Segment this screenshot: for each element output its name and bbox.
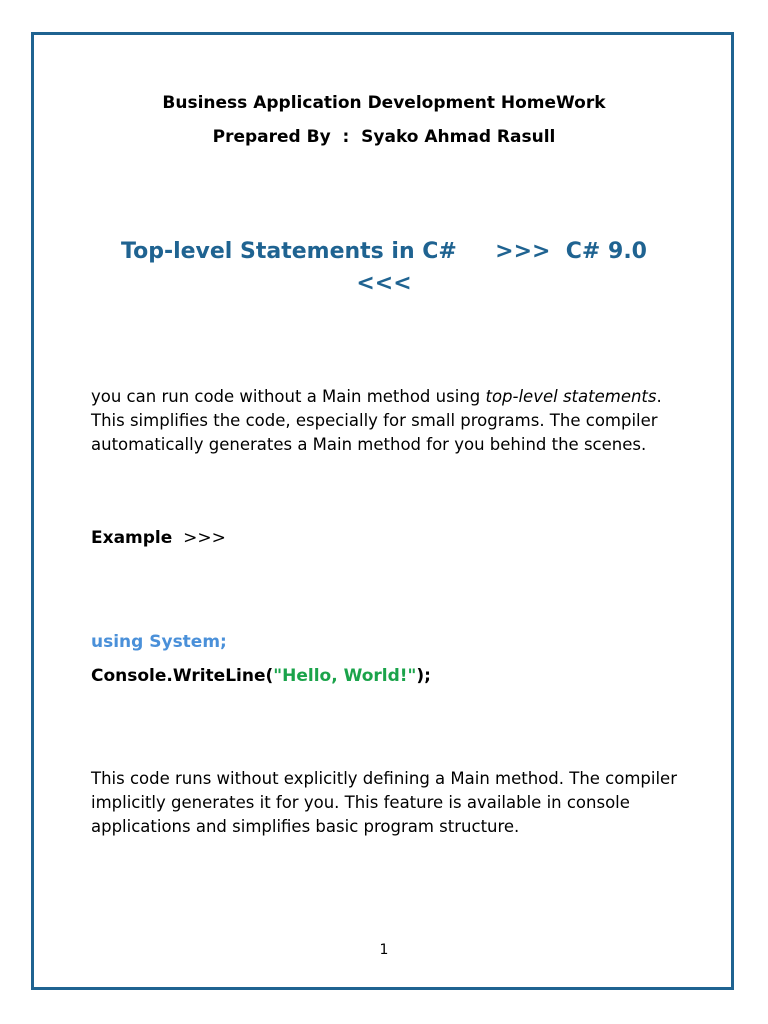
example-arrow: >>> [172, 528, 226, 548]
prepared-by-line: Prepared By : Syako Ahmad Rasull [212, 127, 556, 147]
document-title: Business Application Development HomeWork [162, 93, 606, 113]
example-label [91, 526, 226, 550]
code-writeline-line [91, 664, 431, 688]
page-border [31, 32, 734, 990]
code-writeline-end: ); [416, 666, 431, 686]
code-using-keyword: using System; [91, 632, 227, 652]
code-string-literal: "Hello, World!" [273, 666, 417, 686]
page-number: 1 [379, 942, 389, 958]
code-writeline-call: Console.WriteLine( [91, 666, 274, 686]
intro-text-start: you can run code without a Main method using [91, 387, 486, 406]
closing-paragraph: This code runs without explicitly defining a Main method. The compiler implicitly generates it for you. This feature is available in console applications and simplifies basic program structure. [91, 769, 677, 836]
section-heading: Top-level Statements in C# >>> C# 9.0 <<< [121, 239, 655, 296]
code-using-line [91, 630, 227, 654]
example-label-text: Example [91, 528, 173, 548]
intro-emphasis: top-level statements [485, 387, 657, 406]
intro-paragraph [91, 385, 691, 457]
intro-text-end: . This simplifies the code, especially for small programs. The compiler automatically generates a Main method for you behind the scenes. [91, 387, 662, 454]
